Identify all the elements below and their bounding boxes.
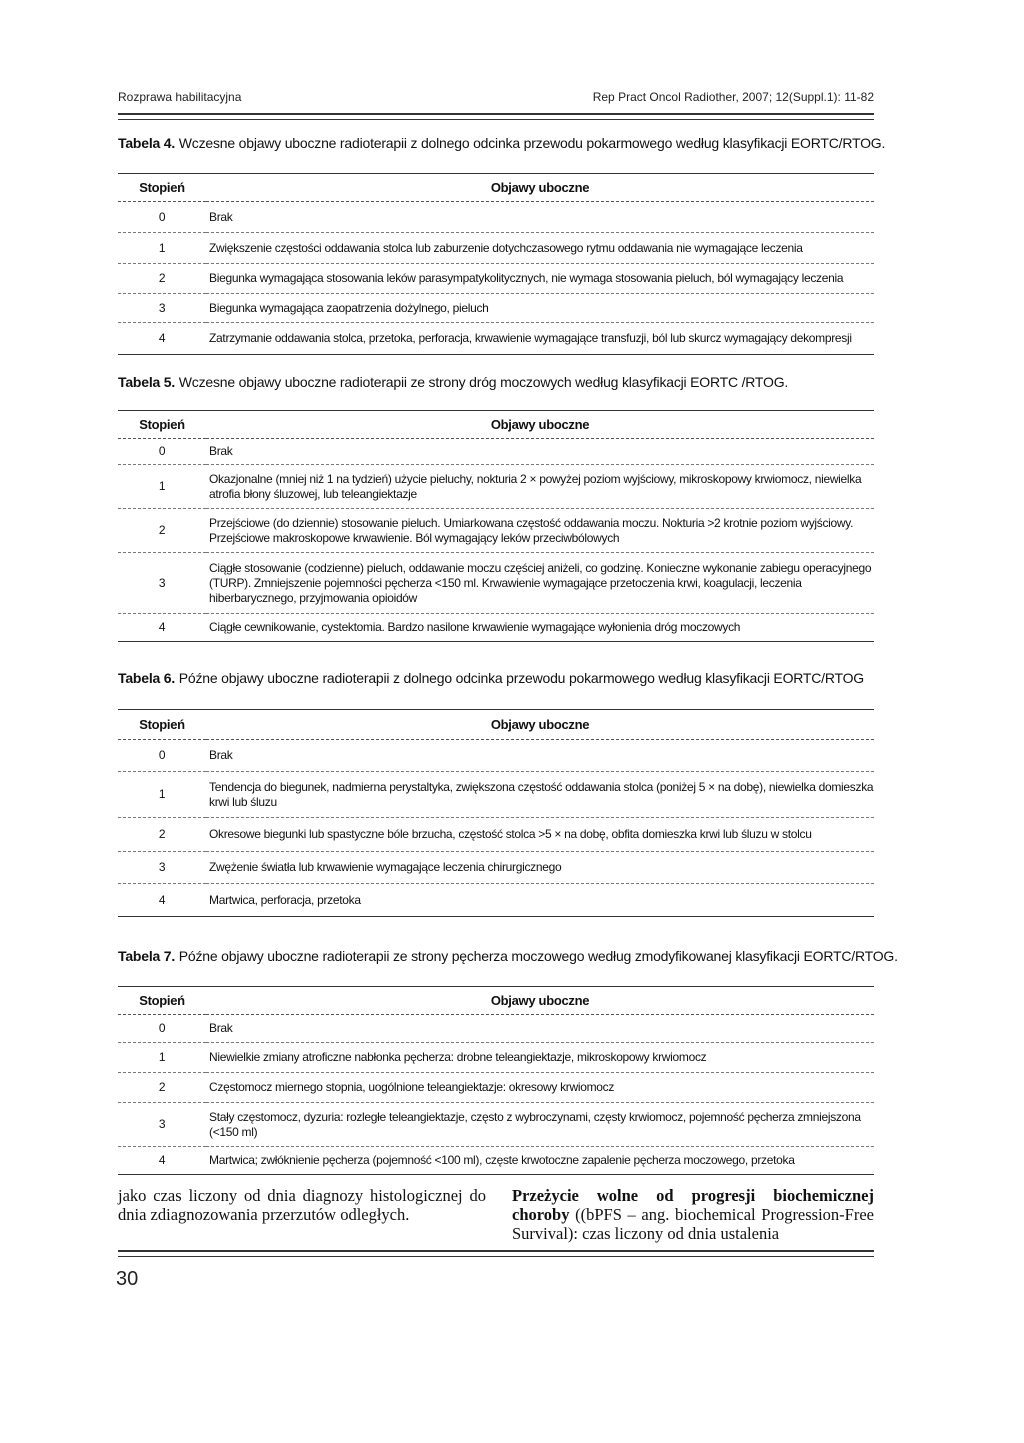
description-cell: Przejściowe (do dziennie) stosowanie pieluch. Umiarkowana częstość oddawania moczu. Nokturia >2 krotnie poziom wyjściowy. Przejściowe makroskopowe krwawienie. Ból wymagający leków przeciwbólowych [206, 509, 874, 553]
description-cell: Ciągłe cewnikowanie, cystektomia. Bardzo nasilone krwawienie wymagające wyłonienia dróg moczowych [206, 614, 874, 642]
table-row [118, 818, 874, 852]
table-row [118, 614, 874, 642]
table-6-label: Tabela 6. [118, 670, 176, 686]
grade-cell: 2 [118, 1073, 206, 1103]
table-row [118, 852, 874, 884]
description-cell: Zatrzymanie oddawania stolca, przetoka, perforacja, krwawienie wymagające transfuzji, ból lub skurcz wymagający dekompresji [206, 323, 874, 355]
table-header-row [118, 987, 874, 1015]
table-5 [118, 410, 874, 642]
table-4-label: Tabela 4. [118, 135, 176, 151]
description-cell: Częstomocz miernego stopnia, uogólnione teleangiektazje: okresowy krwiomocz [206, 1073, 874, 1103]
grade-cell: 3 [118, 294, 206, 323]
table-row [118, 294, 874, 323]
column-header-grade: Stopień [118, 710, 206, 740]
table-row [118, 439, 874, 465]
description-cell: Okazjonalne (mniej niż 1 na tydzień) użycie pieluchy, nokturia 2 × powyżej poziom wyjściowy, mikroskopowy krwiomocz, niewielka atrofia błony śluzowej, lub teleangiektazje [206, 465, 874, 509]
description-cell: Ciągłe stosowanie (codzienne) pieluch, oddawanie moczu częściej aniżeli, co godzinę. Konieczne wykonanie zabiegu operacyjnego (TURP). Zmniejszenie pojemności pęcherza <150 ml. Krwawienie wymagające przetoczenia krwi, koagulacji, leczenia hiberbarycznego, przyjmowania opioidów [206, 553, 874, 614]
grade-cell: 0 [118, 202, 206, 233]
column-header-grade: Stopień [118, 174, 206, 202]
table-5-caption [118, 374, 878, 390]
grade-cell: 1 [118, 465, 206, 509]
table-row [118, 323, 874, 355]
column-header-effects: Objawy uboczne [206, 710, 874, 740]
table-row [118, 465, 874, 509]
body-text-right-column [512, 1186, 874, 1243]
table-row [118, 1043, 874, 1073]
table-7 [118, 986, 874, 1175]
footer-rule [118, 1250, 874, 1257]
table-row [118, 233, 874, 264]
description-cell: Okresowe biegunki lub spastyczne bóle brzucha, częstość stolca >5 × na dobę, obfita domieszka krwi lub śluzu w stolcu [206, 818, 874, 852]
table-row [118, 553, 874, 614]
grade-cell: 0 [118, 1015, 206, 1043]
grade-cell: 4 [118, 884, 206, 917]
table-header-row [118, 710, 874, 740]
table-header-row [118, 411, 874, 439]
table-row [118, 1073, 874, 1103]
grade-cell: 1 [118, 233, 206, 264]
grade-cell: 1 [118, 772, 206, 818]
table-5-title: Wczesne objawy uboczne radioterapii ze strony dróg moczowych według klasyfikacji EORTC /RTOG. [178, 374, 789, 390]
table-row [118, 772, 874, 818]
table-4 [118, 173, 874, 355]
description-cell: Tendencja do biegunek, nadmierna perystaltyka, zwiększona częstość oddawania stolca (poniżej 5 × na dobę), niewielka domieszka krwi lub śluzu [206, 772, 874, 818]
table-row [118, 264, 874, 294]
grade-cell: 2 [118, 509, 206, 553]
column-header-effects: Objawy uboczne [206, 987, 874, 1015]
grade-cell: 4 [118, 323, 206, 355]
table-row [118, 1103, 874, 1147]
grade-cell: 2 [118, 818, 206, 852]
table-row [118, 202, 874, 233]
table-header-row [118, 174, 874, 202]
grade-cell: 3 [118, 852, 206, 884]
grade-cell: 0 [118, 740, 206, 772]
description-cell: Biegunka wymagająca stosowania leków parasympatykolitycznych, nie wymaga stosowania pieluch, ból wymagający leczenia [206, 264, 874, 294]
header-journal-citation: Rep Pract Oncol Radiother, 2007; 12(Suppl.1): 11-82 [592, 90, 874, 104]
table-row [118, 884, 874, 917]
table-4-title: Wczesne objawy uboczne radioterapii z dolnego odcinka przewodu pokarmowego według klasyfikacji EORTC/RTOG. [178, 135, 886, 151]
table-row [118, 740, 874, 772]
description-cell: Biegunka wymagająca zaopatrzenia dożylnego, pieluch [206, 294, 874, 323]
grade-cell: 1 [118, 1043, 206, 1073]
grade-cell: 3 [118, 1103, 206, 1147]
description-cell: Brak [206, 202, 874, 233]
page-number: 30 [116, 1268, 139, 1290]
table-7-label: Tabela 7. [118, 948, 176, 964]
description-cell: Stały częstomocz, dyzuria: rozległe teleangiektazje, często z wybroczynami, częsty krwiomocz, pojemność pęcherza zmniejszona (<150 ml) [206, 1103, 874, 1147]
table-row [118, 509, 874, 553]
table-row [118, 1147, 874, 1175]
header-rule [118, 113, 874, 120]
table-7-title: Późne objawy uboczne radioterapii ze strony pęcherza moczowego według zmodyfikowanej klasyfikacji EORTC/RTOG. [178, 948, 898, 964]
grade-cell: 4 [118, 614, 206, 642]
description-cell: Brak [206, 1015, 874, 1043]
column-header-effects: Objawy uboczne [206, 411, 874, 439]
description-cell: Zwiększenie częstości oddawania stolca lub zaburzenie dotychczasowego rytmu oddawania nie wymagające leczenia [206, 233, 874, 264]
table-5-label: Tabela 5. [118, 374, 176, 390]
grade-cell: 2 [118, 264, 206, 294]
grade-cell: 3 [118, 553, 206, 614]
column-header-grade: Stopień [118, 411, 206, 439]
table-6-title: Późne objawy uboczne radioterapii z dolnego odcinka przewodu pokarmowego według klasyfikacji EORTC/RTOG [178, 670, 864, 686]
header-thesis-label: Rozprawa habilitacyjna [118, 90, 242, 104]
description-cell: Martwica, perforacja, przetoka [206, 884, 874, 917]
bpfs-definition: ((bPFS – ang. biochemical Progression-Free Survival): czas liczony od dnia ustalenia [512, 1205, 874, 1243]
description-cell: Zwężenie światła lub krwawienie wymagające leczenia chirurgicznego [206, 852, 874, 884]
table-7-caption [118, 948, 898, 964]
running-header [118, 90, 874, 110]
table-6-caption [118, 670, 878, 686]
description-cell: Brak [206, 439, 874, 465]
body-text-left-column: jako czas liczony od dnia diagnozy histologicznej do dnia zdiagnozowania przerzutów odległych. [118, 1186, 486, 1224]
column-header-grade: Stopień [118, 987, 206, 1015]
description-cell: Brak [206, 740, 874, 772]
description-cell: Niewielkie zmiany atroficzne nabłonka pęcherza: drobne teleangiektazje, mikroskopowy krwiomocz [206, 1043, 874, 1073]
description-cell: Martwica; zwłóknienie pęcherza (pojemność <100 ml), częste krwotoczne zapalenie pęcherza moczowego, przetoka [206, 1147, 874, 1175]
table-row [118, 1015, 874, 1043]
table-6 [118, 709, 874, 917]
bpfs-term: Przeżycie wolne od progresji biochemicznej choroby [512, 1186, 874, 1224]
grade-cell: 0 [118, 439, 206, 465]
grade-cell: 4 [118, 1147, 206, 1175]
table-4-caption [118, 135, 886, 151]
column-header-effects: Objawy uboczne [206, 174, 874, 202]
